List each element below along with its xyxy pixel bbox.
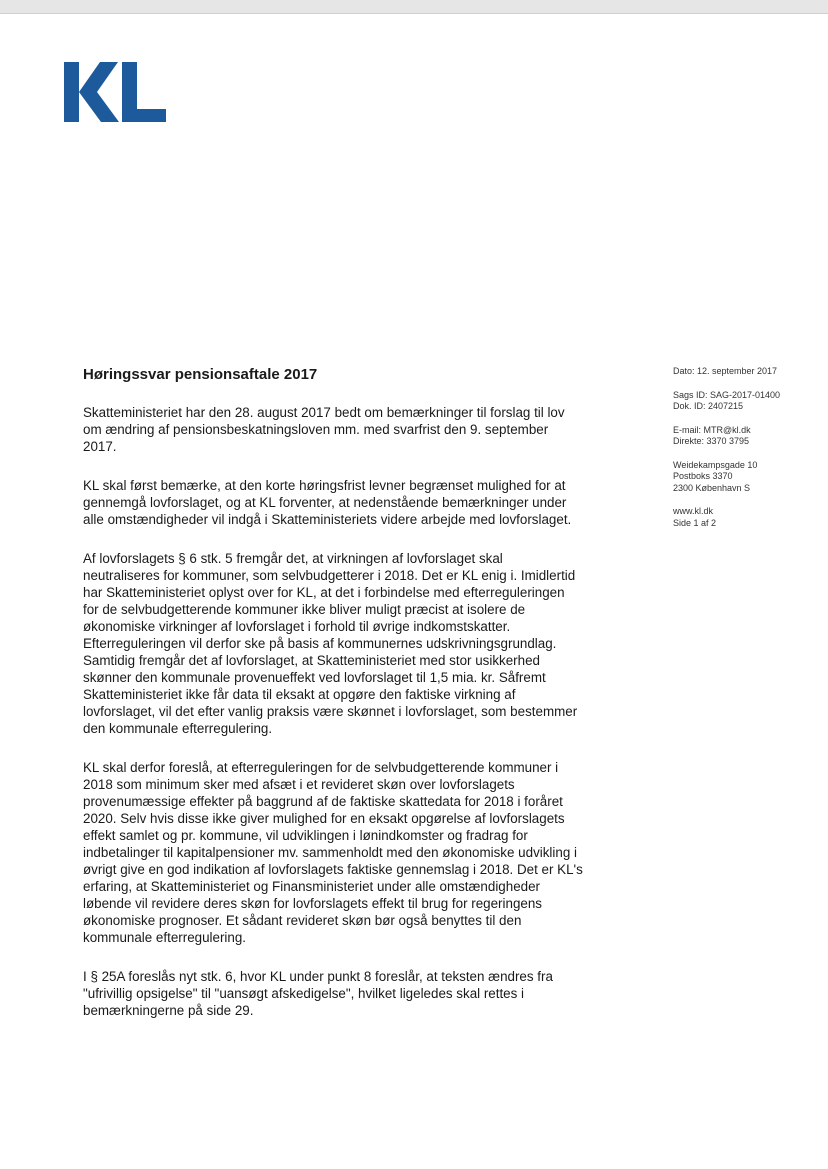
address-block xyxy=(673,460,823,495)
body-paragraph-5: I § 25A foreslås nyt stk. 6, hvor KL under punkt 8 foreslår, at teksten ændres fra "ufrivillig opsigelse" til "uansøgt afskedigelse", hvilket ligeledes skal rettes i bemærkningerne på side 29. xyxy=(83,969,553,1018)
kl-logo-mark xyxy=(64,62,168,122)
body-paragraph-3: Af lovforslagets § 6 stk. 5 fremgår det, at virkningen af lovforslaget skal neutraliseres for kommuner, som selvbudgetterer i 2018. Det er KL enig i. Imidlertid har Skatteministeriet oplyst over for KL, at det i forbindelse med efterreguleringen for de selvbudgetterende kommuner ikke bliver muligt præcist at isolere de økonomiske virkninger af lovforslaget i forhold til øvrige indkomstskatter. Efterreguleringen vil derfor ske på basis af kommunernes udskrivningsgrundlag. Samtidig fremgår det af lovforslaget, at Skatteministeriet med stor usikkerhed skønner den kommunale provenueffekt ved lovforslaget til 1,5 mia. kr. Såfremt Skatteministeriet ikke får data til eksakt at opgøre den faktiske virkning af lovforslaget, vil det efter vanlig praksis være skønnet i lovforslaget, som bestemmer den kommunale efterregulering. xyxy=(83,551,578,736)
body-paragraph-2: KL skal først bemærke, at den korte høringsfrist levner begrænset mulighed for at gennemgå lovforslaget, og at KL forventer, at nedenstående bemærkninger under alle omstændigheder vil indgå i Skatteministeriets videre arbejde med lovforslaget. xyxy=(83,478,572,527)
date-line: Dato: 12. september 2017 xyxy=(673,366,778,376)
web-page-block xyxy=(673,506,823,529)
document-body xyxy=(83,404,583,1041)
date-block xyxy=(673,366,823,378)
body-paragraph-1: Skatteministeriet har den 28. august 2017 bedt om bemærkninger til forslag til lov om ændring af pensionsbeskatningsloven mm. med svarfrist den 9. september 2017. xyxy=(83,405,565,454)
email-line: E-mail: MTR@kl.dk xyxy=(673,424,751,435)
po-box-line: Postboks 3370 xyxy=(673,471,733,481)
body-paragraph-4: KL skal derfor foreslå, at efterreguleringen for de selvbudgetterende kommuner i 2018 som minimum sker med afsæt i et revideret skøn over lovforslagets provenumæssige effekter på baggrund af de faktiske skattedata for 2018 i foråret 2020. Selv hvis disse ikke giver mulighed for en eksakt opgørelse af lovforslagets effekt samlet og pr. kommune, vil udviklingen i lønindkomster og fradrag for indbetalinger til kapitalpensioner mv. sammenholdt med den økonomiske udvikling i øvrigt give en god indikation af lovforslagets faktiske gennemslag i 2018. Det er KL's erfaring, at Skatteministeriet og Finansministeriet under alle omstændigheder løbende vil revidere deres skøn for lovforslagets effekt til brug for regeringens økonomiske prognoser. Et sådant revideret skøn bør også benyttes til den kommunale efterregulering. xyxy=(83,760,583,945)
id-block xyxy=(673,390,823,413)
contact-block xyxy=(673,425,823,448)
document-id-line: Dok. ID: 2407215 xyxy=(673,401,744,411)
phone-line: Direkte: 3370 3795 xyxy=(673,436,750,446)
page-number-line: Side 1 af 2 xyxy=(673,517,717,528)
kl-logo xyxy=(64,62,168,122)
document-metadata xyxy=(673,366,823,541)
case-id-line: Sags ID: SAG-2017-01400 xyxy=(673,389,781,400)
city-line: 2300 København S xyxy=(673,482,751,493)
scan-top-edge xyxy=(0,0,828,14)
document-title: Høringssvar pensionsaftale 2017 xyxy=(83,366,318,383)
street-line: Weidekampsgade 10 xyxy=(673,459,758,470)
website-line: www.kl.dk xyxy=(673,506,714,516)
